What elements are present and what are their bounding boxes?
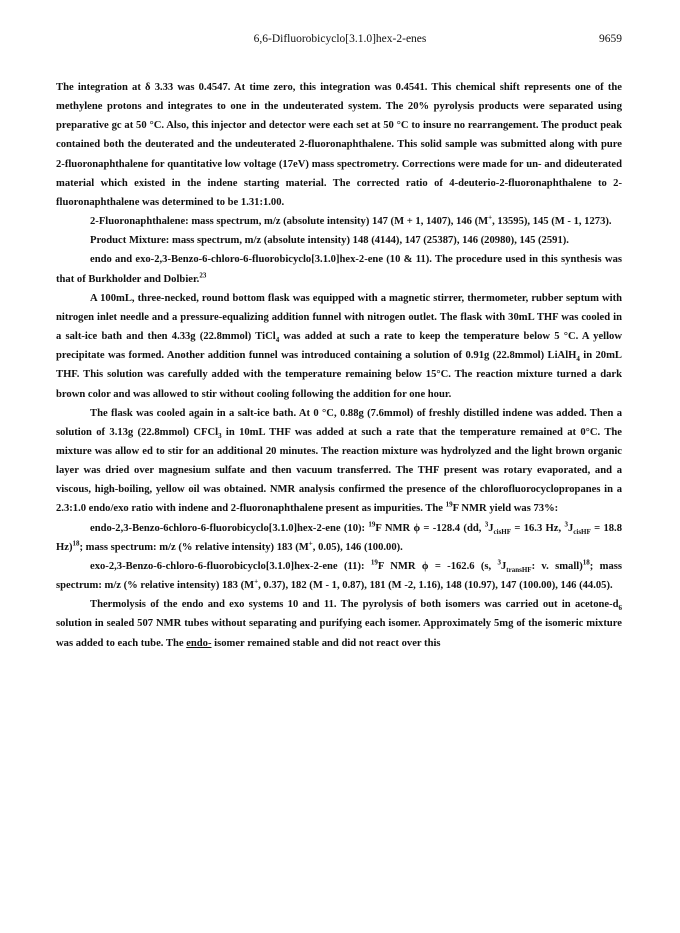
- paragraph-procedure-reaction: The flask was cooled again in a salt-ice bath. At 0 °C, 0.88g (7.6mmol) of freshly distilled indene was added. Then a solution of 3.13g (22.8mmol) CFCl$_3$ in 10mL THF was added at such a rate that the temperature remained at 0°C. The mixture was allow ed to stir for an additional 20 minutes. The reaction mixture was hydrolyzed and the light brown organic layer was dried over magnesium sulfate and then vacuum transferred. The THF present was rotary evaporated, and a viscous, high-boiling, yellow oil was obtained. NMR analysis confirmed the presence of the chlorofluorocyclopropanes in a 2.3:1.0 endo/exo ratio with indene and 2-fluoronaphthalene present as impurities. The $^{19}$F NMR yield was 73%:: [56, 407, 622, 515]
- page-number: 9659: [599, 33, 622, 45]
- compound-label: endo and exo-2,3-Benzo-6-chloro-6-fluorobicyclo[3.1.0]hex-2-ene (10 & 11).: [90, 254, 432, 266]
- compound-label: exo-2,3-Benzo-6-chloro-6-fluorobicyclo[3.1.0]hex-2-ene (11):: [90, 560, 365, 572]
- paragraph-thermolysis: Thermolysis of the endo and exo systems 10 and 11. The pyrolysis of both isomers was carried out in acetone-$d_6$ solution in sealed 507 NMR tubes without separating and purifying each isomer. Approximately 5mg of the isomeric mixture was added to each tube. The endo- isomer remained stable and did not react over this: [56, 599, 623, 649]
- running-title: 6,6-Difluorobicyclo[3.1.0]hex-2-enes: [253, 33, 427, 45]
- page-header: [0, 33, 680, 49]
- paragraph-integration: The integration at δ 3.33 was 0.4547. At time zero, this integration was 0.4541. This chemical shift represents one of the methylene protons and integrates to one in the undeuterated system. The 20% pyrolysis products were separated using preparative gc at 50 °C. Also, this injector and detector were each set at 50 °C to insure no rearrangement. The product peak contained both the deuterated and the undeuterated 2-fluoronaphthalene. This solid sample was submitted along with pure 2-fluoronaphthalene for quantitative low voltage (17eV) mass spectrometry. Corrections were made for un- and dideuterated material which existed in the indene starting material. The corrected ratio of 4-deuterio-2-fluoronaphthalene to 2-fluoronaphthalene was determined to be 1.31:1.00.: [56, 82, 622, 208]
- paragraph-endo-data: endo-2,3-Benzo-6chloro-6-fluorobicyclo[3.1.0]hex-2-ene (10): $^{19}$F NMR ϕ = -128.4 (dd, $^3J_{cisHF} = 16.3$ Hz, $^3J_{cisHF} = 18.8$ Hz)$^{18}$; mass spectrum: m/z (% relative intensity) 183 (M+, 0.05), 146 (100.00).: [56, 520, 623, 553]
- compound-label: Product Mixture:: [90, 235, 170, 247]
- paragraph-procedure-setup: A 100mL, three-necked, round bottom flask was equipped with a magnetic stirrer, thermometer, rubber septum with nitrogen inlet needle and a pressure-equalizing addition funnel with nitrogen outlet. The flask with 30mL THF was cooled in a salt-ice bath and then 4.33g (22.8mmol) TiCl$_4$ was added at such a rate to keep the temperature below 5 °C. A yellow precipitate was formed. Another addition funnel was introduced containing a solution of 0.91g (22.8mmol) LiAlH$_4$ in 20mL THF. This solution was carefully added with the temperature remaining below 15°C. The reaction mixture turned a dark brown color and was allowed to stir without cooling following the addition for one hour.: [56, 292, 622, 400]
- section-label: Thermolysis of the endo and exo systems 10 and 11.: [90, 599, 337, 611]
- paragraph-product-mixture: Product Mixture: mass spectrum, m/z (absolute intensity) 148 (4144), 147 (25387), 146 (20980), 145 (2591).: [90, 235, 569, 247]
- paragraph-exo-data: exo-2,3-Benzo-6-chloro-6-fluorobicyclo[3.1.0]hex-2-ene (11): $^{19}$F NMR ϕ = -162.6 (s, $^3J_{transHF}$: v. small)$^{18}$; mass spectrum: m/z (% relative intensity) 183 (M+, 0.37), 182 (M - 1, 0.87), 181 (M -2, 1.16), 148 (10.97), 147 (100.00), 146 (44.05).: [56, 558, 622, 592]
- paragraph-synthesis-heading: endo and exo-2,3-Benzo-6-chloro-6-fluorobicyclo[3.1.0]hex-2-ene (10 & 11). The procedure used in this synthesis was that of Burkholder and Dolbier.$^{23}$: [56, 254, 622, 285]
- paragraph-fluoronaphthalene-ms: 2-Fluoronaphthalene: mass spectrum, m/z (absolute intensity) 147 (M + 1, 1407), 146 (M+, 13595), 145 (M - 1, 1273).: [90, 213, 612, 228]
- compound-label: endo-2,3-Benzo-6chloro-6-fluorobicyclo[3.1.0]hex-2-ene (10):: [90, 522, 366, 534]
- body-text: [56, 78, 622, 653]
- compound-label: 2-Fluoronaphthalene:: [90, 216, 189, 228]
- reference-marker: 23: [199, 271, 207, 280]
